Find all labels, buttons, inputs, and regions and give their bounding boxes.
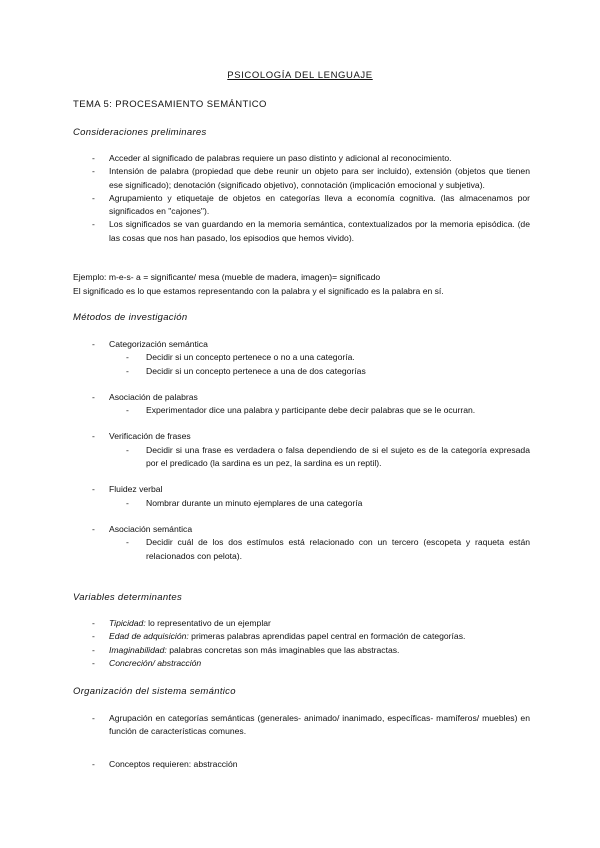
list-item: - Categorización semántica - Decidir si un concepto pertenece o no a una categoría. - Decidir si un concepto pertenece a una de dos categorías [92, 338, 530, 378]
section-heading-preliminares: Consideraciones preliminares [73, 127, 207, 138]
list-item: - Conceptos requieren: abstracción [92, 758, 238, 769]
significado-note: El significado es lo que estamos representando con la palabra y el significado es la palabra en sí. [73, 286, 444, 296]
list-item: - Edad de adquisición: primeras palabras aprendidas papel central en formación de categorías. [92, 631, 466, 642]
list-item: - Imaginabilidad: palabras concretas son más imaginables que las abstractas. [92, 644, 400, 655]
organizacion-list [92, 712, 530, 771]
sub-list-item: - Nombrar durante un minuto ejemplares de una categoría [126, 497, 363, 508]
example-line: Ejemplo: m-e-s- a = significante/ mesa (mueble de madera, imagen)= significado [73, 272, 381, 282]
section-heading-organizacion: Organización del sistema semántico [73, 686, 236, 697]
variables-list [92, 617, 530, 670]
preliminares-list [92, 152, 530, 245]
list-item: - Acceder al significado de palabras requiere un paso distinto y adicional al reconocimiento. [92, 153, 452, 163]
list-item: - Los significados se van guardando en la memoria semántica, contextualizados por la memoria episódica. (de las cosas que nos han pasado, los episodios que hemos vivido). [92, 219, 530, 243]
list-item: - Tipicidad: lo representativo de un ejemplar [92, 618, 271, 628]
list-item: - Agrupamiento y etiquetaje de objetos en categorías lleva a economía cognitiva. (las almacenamos por significados en "cajones"). [92, 192, 530, 217]
sub-list-item: - Decidir si una frase es verdadera o falsa dependiendo de si el sujeto es de la categoría expresada por el predicado (la sardina es un pez, la sardina es un reptil). [126, 444, 530, 469]
sub-list-item: - Decidir si un concepto pertenece o no a una categoría. [126, 352, 355, 363]
list-item: - Fluidez verbal - Nombrar durante un minuto ejemplares de una categoría [92, 483, 530, 510]
section-heading-variables: Variables determinantes [73, 592, 182, 603]
list-item: - Agrupación en categorías semánticas (generales- animado/ inanimado, específicas- mamíferos/ muebles) en función de características comunes. [92, 713, 530, 737]
sub-list-item: - Decidir si un concepto pertenece a una de dos categorías [126, 365, 366, 376]
document-title: PSICOLOGÍA DEL LENGUAJE [227, 70, 373, 81]
metodos-list [92, 338, 530, 563]
sub-list-item: - Experimentador dice una palabra y participante debe decir palabras que se le ocurran. [126, 405, 476, 416]
list-item: - Concreción/ abstracción [92, 657, 202, 668]
list-item: - Intensión de palabra (propiedad que debe reunir un objeto para ser incluido), extensión (objetos que tienen ese significado); denotación (significado objetivo), connotación (implicación emocional y subjetiva). [92, 166, 530, 190]
topic-heading: TEMA 5: PROCESAMIENTO SEMÁNTICO [73, 99, 267, 110]
list-item: - Verificación de frases - Decidir si una frase es verdadera o falsa dependiendo de si el sujeto es de la categoría expresada por el predicado (la sardina es un pez, la sardina es un reptil). [92, 430, 530, 470]
list-item: - Asociación semántica - Decidir cuál de los dos estímulos está relacionado con un tercero (escopeta y raqueta están relacionados con pelota). [92, 523, 530, 563]
sub-list-item: - Decidir cuál de los dos estímulos está relacionado con un tercero (escopeta y raqueta están relacionados con pelota). [126, 537, 530, 561]
list-item: - Asociación de palabras - Experimentador dice una palabra y participante debe decir palabras que se le ocurran. [92, 391, 530, 418]
section-heading-metodos: Métodos de investigación [73, 312, 188, 323]
